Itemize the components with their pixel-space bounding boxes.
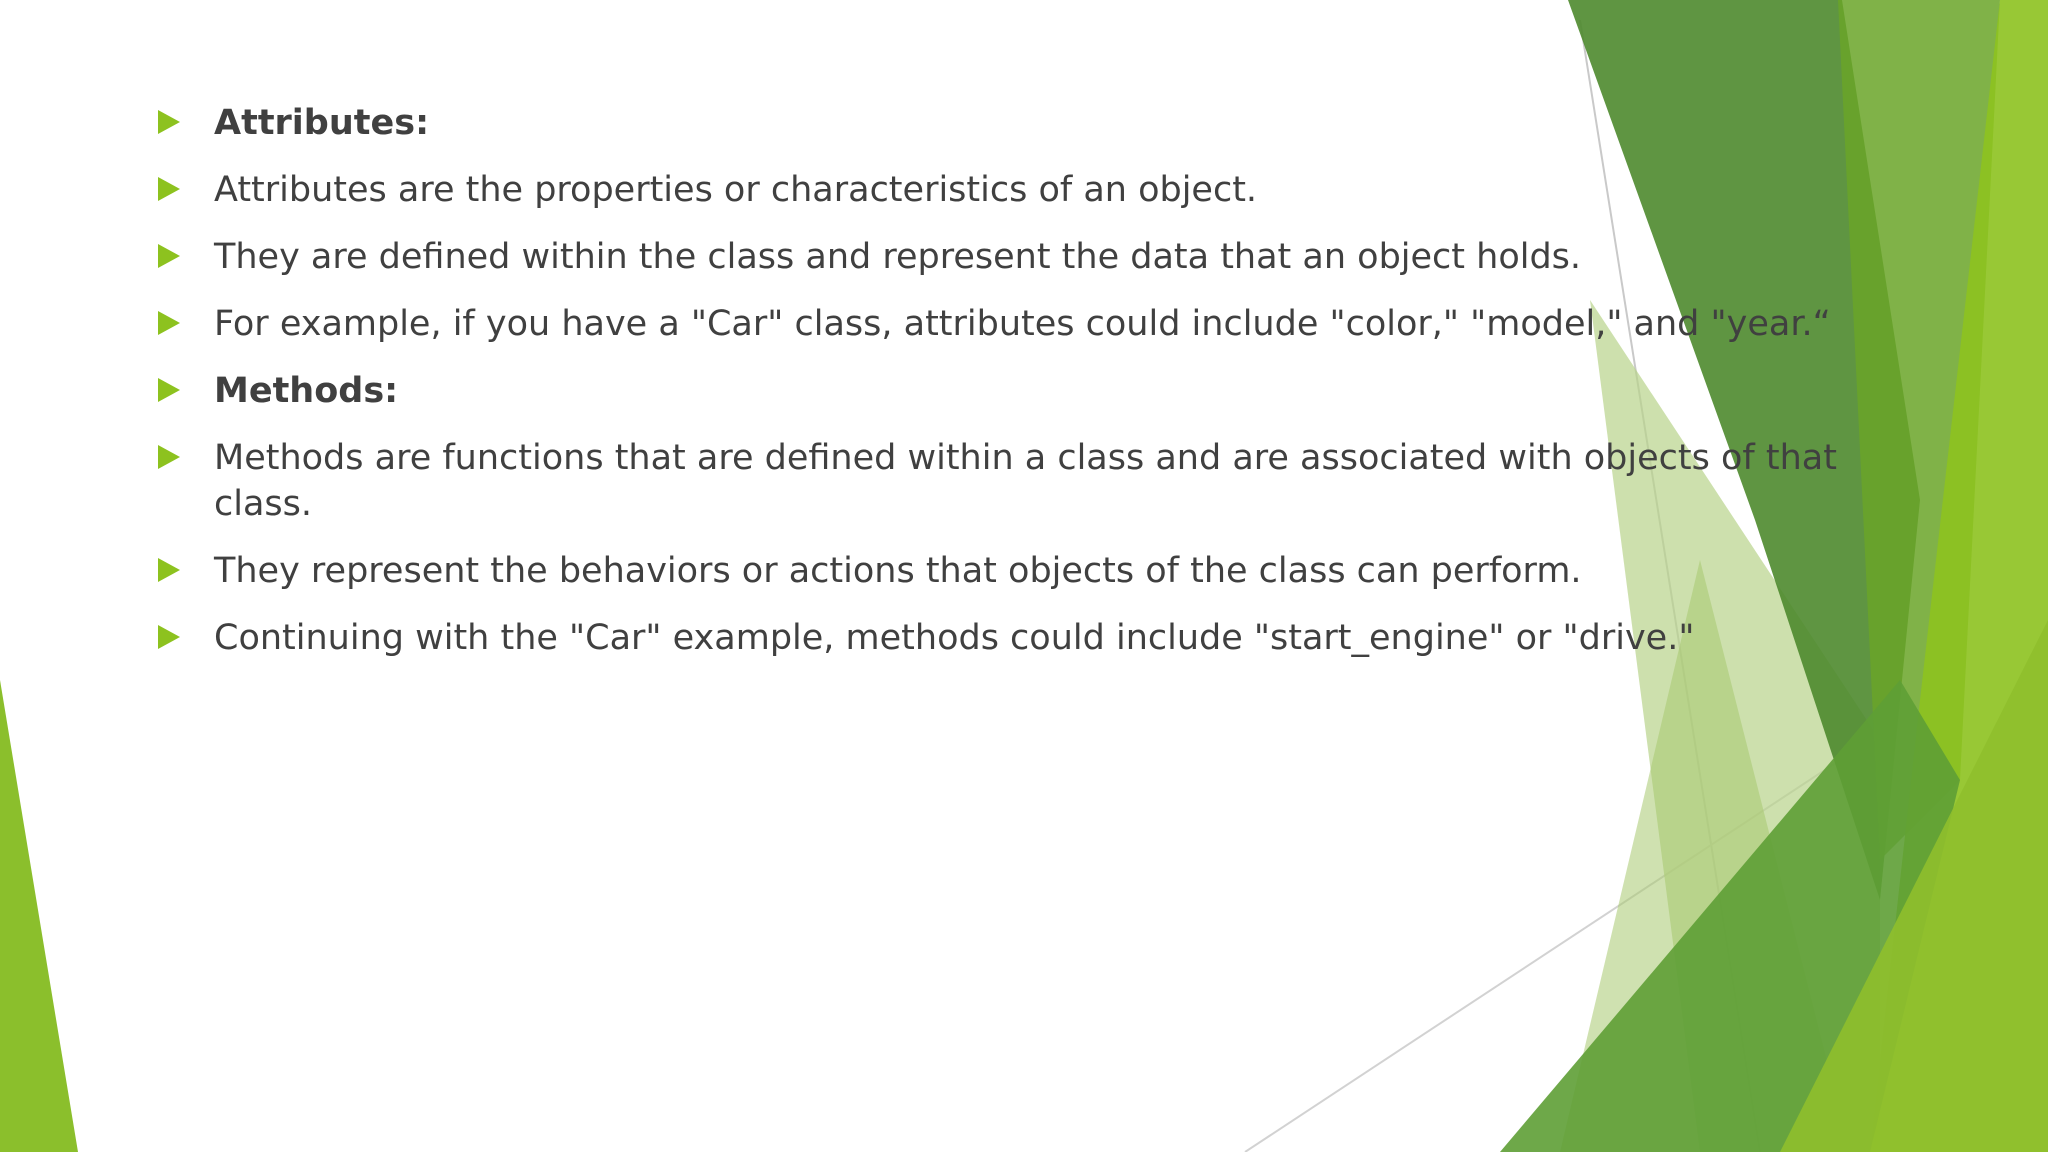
bullet-text: Continuing with the "Car" example, methods could include "start_engine" or "drive." — [214, 618, 1695, 658]
triangle-bullet-icon — [158, 311, 180, 335]
bullet-text: They represent the behaviors or actions that objects of the class can perform. — [214, 551, 1582, 591]
triangle-bullet-icon — [158, 378, 180, 402]
left-green-shape — [0, 680, 78, 1152]
bullet-text: Methods: — [214, 371, 399, 411]
bullet-text: Attributes are the properties or characteristics of an object. — [214, 170, 1258, 210]
bullet-text: They are defined within the class and represent the data that an object holds. — [214, 237, 1582, 277]
bullet-text: Methods are functions that are defined within a class and are associated with objects of that class. — [214, 438, 1837, 524]
triangle-bullet-icon — [158, 625, 180, 649]
bullet-item-attributes-heading — [152, 100, 1852, 146]
bullet-item-methods-behavior — [152, 548, 1852, 594]
triangle-bullet-icon — [158, 177, 180, 201]
bullet-text: For example, if you have a "Car" class, attributes could include "color," "model," and "year.“ — [214, 304, 1831, 344]
bullet-item-methods-heading — [152, 368, 1852, 414]
slide-content — [152, 100, 1852, 682]
triangle-bullet-icon — [158, 110, 180, 134]
bullet-item-attributes-scope — [152, 234, 1852, 280]
bullet-text: Attributes: — [214, 103, 430, 143]
triangle-bullet-icon — [158, 558, 180, 582]
bullet-list — [152, 100, 1852, 661]
bullet-item-attributes-example — [152, 301, 1852, 347]
bullet-item-methods-definition — [152, 435, 1852, 527]
bullet-item-methods-example — [152, 615, 1852, 661]
triangle-bullet-icon — [158, 445, 180, 469]
triangle-bullet-icon — [158, 244, 180, 268]
bullet-item-attributes-definition — [152, 167, 1852, 213]
